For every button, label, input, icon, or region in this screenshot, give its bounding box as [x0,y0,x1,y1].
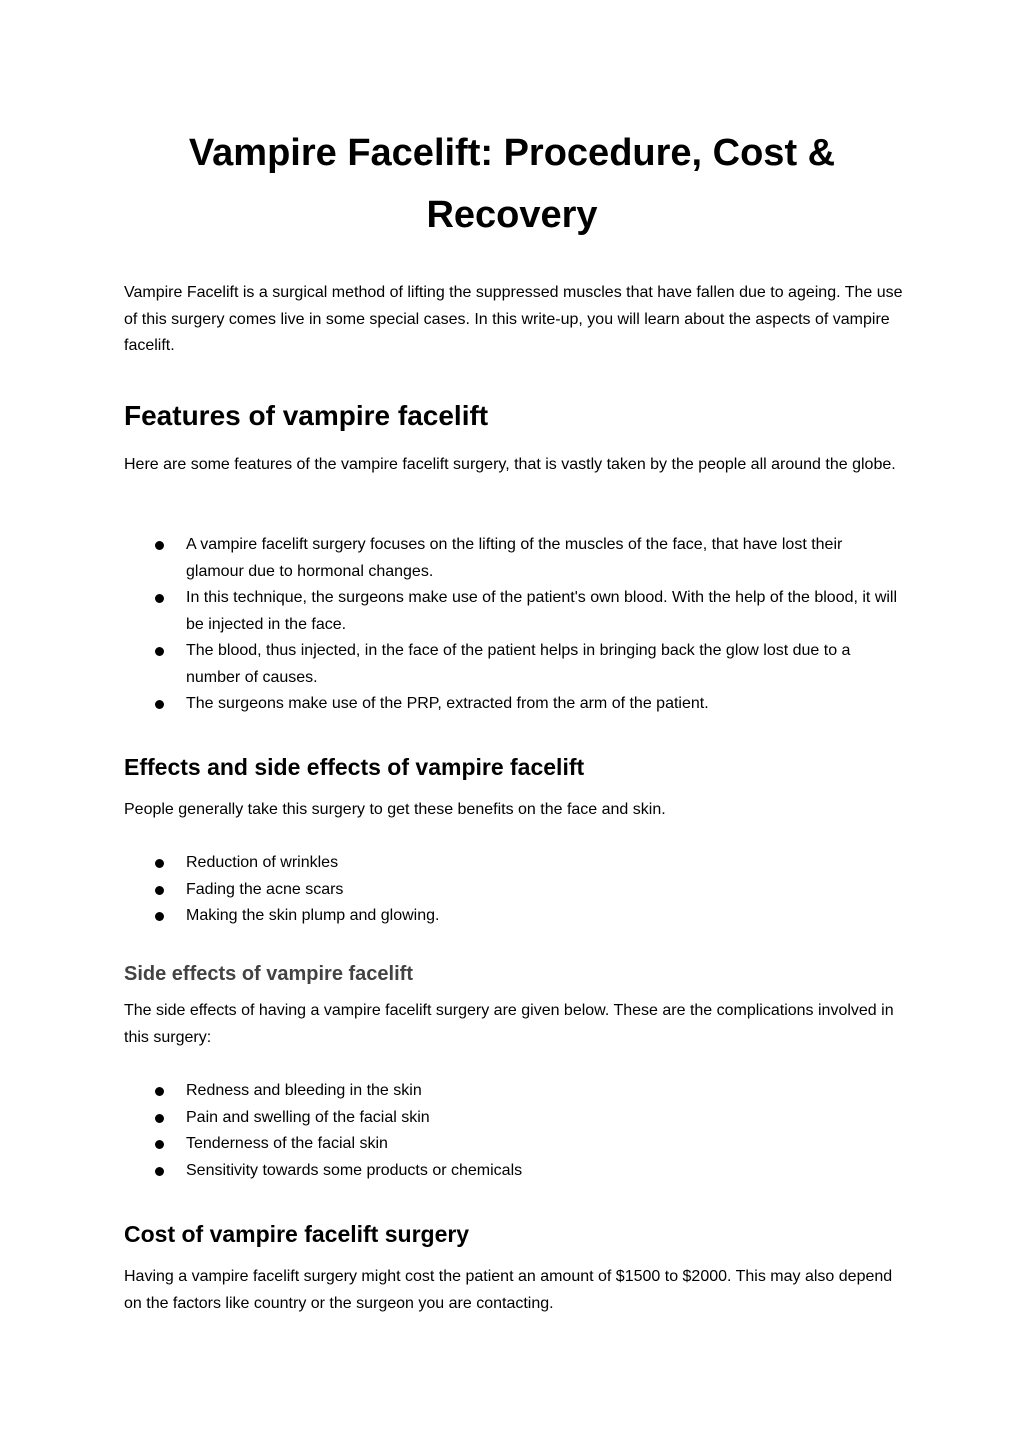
list-item [124,877,904,904]
effects-heading: Effects and side effects of vampire facelift [124,754,585,780]
list-item [124,638,904,691]
list-item-text: Fading the acne scars [186,880,344,898]
list-item [124,1078,904,1105]
list-item [124,1158,904,1185]
bullet-icon [155,912,164,921]
list-item [124,1131,904,1158]
features-list [124,532,904,718]
list-item-text: The blood, thus injected, in the face of the patient helps in bringing back the glow lost due to a number of causes. [186,642,851,686]
page-title: Vampire Facelift: Procedure, Cost & Recovery [188,132,836,236]
intro-paragraph: Vampire Facelift is a surgical method of lifting the suppressed muscles that have fallen due to ageing. The use of this surgery comes live in some special cases. In this write-up, you will learn about the aspects of vampire facelift. [124,284,903,354]
list-item-text: The surgeons make use of the PRP, extracted from the arm of the patient. [186,695,709,712]
cost-heading: Cost of vampire facelift surgery [124,1221,470,1247]
bullet-icon [155,886,164,895]
features-heading: Features of vampire facelift [124,400,489,431]
list-item-text: Tenderness of the facial skin [186,1135,388,1152]
list-item [124,585,904,638]
features-paragraph: Here are some features of the vampire facelift surgery, that is vastly taken by the people all around the globe. [124,456,896,473]
bullet-icon [155,1167,164,1176]
bullet-icon [155,594,164,603]
bullet-icon [155,1087,164,1096]
list-item [124,532,904,585]
effects-paragraph: People generally take this surgery to get these benefits on the face and skin. [124,801,666,818]
list-item-text: Sensitivity towards some products or chemicals [186,1161,523,1179]
bullet-icon [155,541,164,550]
list-item [124,903,904,930]
bullet-icon [155,1114,164,1123]
cost-paragraph: Having a vampire facelift surgery might cost the patient an amount of $1500 to $2000. This may also depend on the factors like country or the surgeon you are contacting. [124,1268,893,1312]
list-item [124,691,904,718]
list-item-text: In this technique, the surgeons make use of the patient's own blood. With the help of the blood, it will be injected in the face. [186,589,898,633]
list-item-text: Reduction of wrinkles [186,854,339,871]
list-item-text: Redness and bleeding in the skin [186,1082,422,1099]
side-effects-paragraph: The side effects of having a vampire facelift surgery are given below. These are the complications involved in this surgery: [124,1002,894,1046]
list-item-text: Pain and swelling of the facial skin [186,1108,430,1126]
bullet-icon [155,647,164,656]
bullet-icon [155,1140,164,1149]
bullet-icon [155,859,164,868]
list-item [124,850,904,877]
list-item-text: Making the skin plump and glowing. [186,907,440,924]
list-item [124,1105,904,1132]
side-effects-heading: Side effects of vampire facelift [124,963,413,985]
bullet-icon [155,700,164,709]
list-item-text: A vampire facelift surgery focuses on the lifting of the muscles of the face, that have lost their glamour due to hormonal changes. [186,536,843,580]
side-effects-list [124,1078,904,1184]
effects-list [124,850,904,930]
